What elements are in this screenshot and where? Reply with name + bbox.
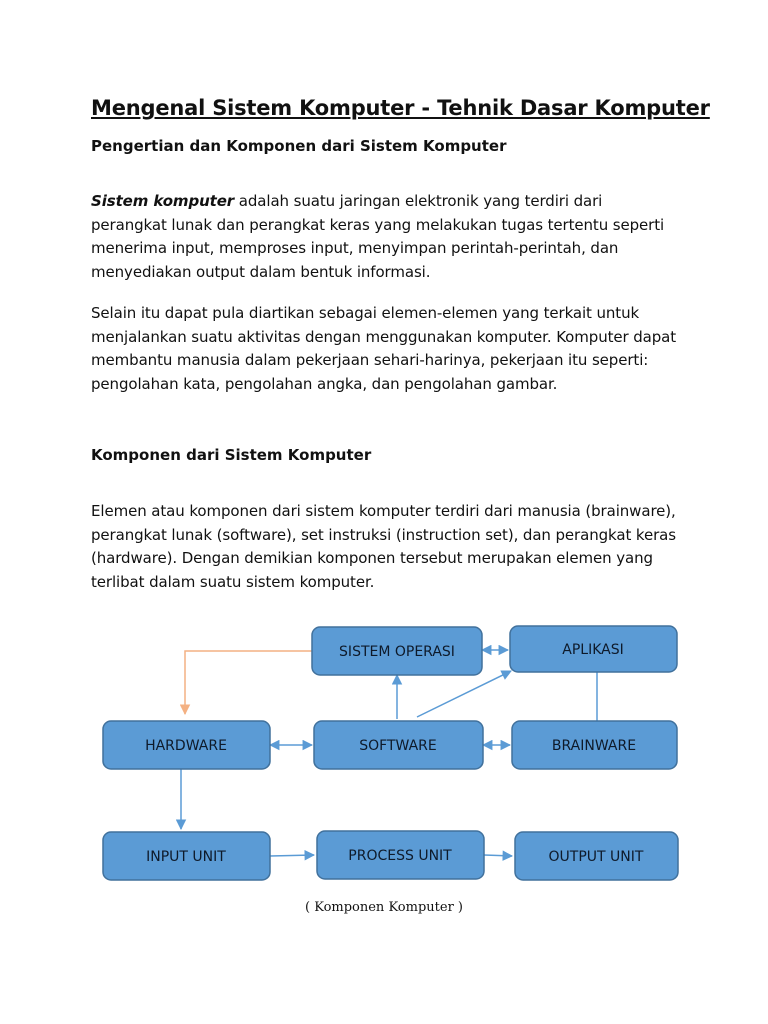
node-hardware bbox=[103, 721, 270, 769]
figure-caption: ( Komponen Komputer ) bbox=[305, 900, 463, 915]
node-output-unit-label: OUTPUT UNIT bbox=[548, 849, 644, 865]
link-inputunit-processunit bbox=[270, 855, 314, 856]
link-software-aplikasi bbox=[417, 671, 511, 717]
node-software-label: SOFTWARE bbox=[359, 738, 437, 754]
node-process-unit-label: PROCESS UNIT bbox=[348, 848, 452, 864]
node-sistem-operasi bbox=[312, 627, 482, 675]
section-subtitle: Pengertian dan Komponen dari Sistem Komputer bbox=[91, 137, 507, 155]
node-process-unit bbox=[317, 831, 484, 879]
link-processunit-outputunit bbox=[484, 855, 512, 856]
document-title: Mengenal Sistem Komputer - Tehnik Dasar Komputer bbox=[91, 96, 710, 120]
node-hardware-label: HARDWARE bbox=[145, 738, 227, 754]
link-sistemoperasi-hardware bbox=[185, 651, 312, 714]
paragraph-elaboration: Selain itu dapat pula diartikan sebagai elemen-elemen yang terkait untuk menjalankan suatu aktivitas dengan menggunakan komputer. Komputer dapat membantu manusia dalam pekerjaan sehari-harinya, pekerjaan itu seperti: pengolahan kata, pengolahan angka, dan pengolahan gambar. bbox=[91, 304, 677, 393]
paragraph-lead-term: Sistem komputer bbox=[91, 192, 235, 210]
paragraph-definition bbox=[91, 190, 681, 284]
paragraph-definition-text: adalah suatu jaringan elektronik yang terdiri dari perangkat lunak dan perangkat keras yang melakukan tugas tertentu seperti menerima input, memproses input, menyimpan perintah-perintah, dan menyediakan output dalam bentuk informasi. bbox=[91, 192, 665, 281]
node-brainware-label: BRAINWARE bbox=[551, 738, 637, 754]
node-aplikasi bbox=[510, 626, 677, 672]
node-aplikasi-label: APLIKASI bbox=[562, 642, 624, 658]
node-output-unit bbox=[515, 832, 678, 880]
components-heading: Komponen dari Sistem Komputer bbox=[91, 446, 372, 464]
node-input-unit bbox=[103, 832, 270, 880]
node-input-unit-label: INPUT UNIT bbox=[146, 849, 226, 865]
node-sistem-operasi-label: SISTEM OPERASI bbox=[339, 644, 455, 660]
component-diagram bbox=[95, 618, 685, 890]
paragraph-components: Elemen atau komponen dari sistem komputer terdiri dari manusia (brainware), perangkat lunak (software), set instruksi (instruction set), dan perangkat keras (hardware). Dengan demikian komponen tersebut merupakan elemen yang terlibat dalam suatu sistem komputer. bbox=[91, 502, 676, 591]
node-software bbox=[314, 721, 483, 769]
node-brainware bbox=[512, 721, 677, 769]
